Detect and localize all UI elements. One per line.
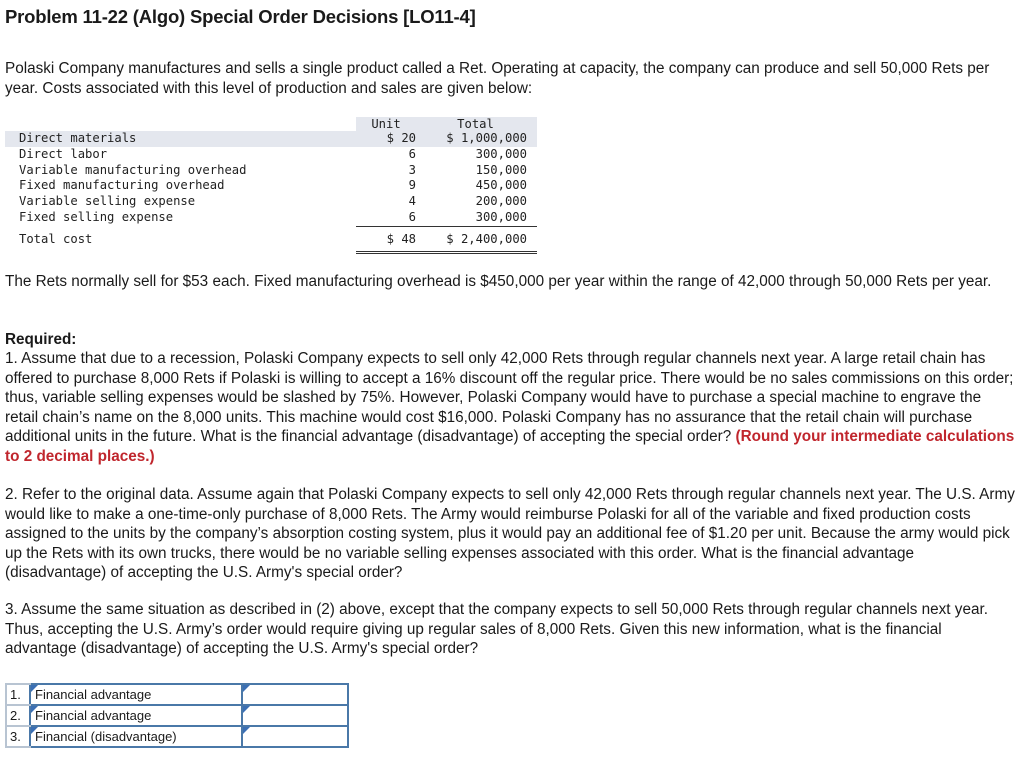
total-cost-total: $ 2,400,000 [424,226,537,252]
question-1 [5,349,1015,466]
rounding-note: (Round your intermediate calculations to 2 decimal places.) [5,428,1015,465]
cost-row-total: 150,000 [475,162,527,177]
cost-row [5,147,537,163]
cost-row-unit: $ 20 [356,131,424,147]
answer-table [5,683,349,748]
answer-row [6,705,348,726]
total-cost-label: Total cost [19,232,93,247]
answer-number: 3. [6,726,30,747]
dropdown-indicator-icon [243,727,250,734]
dropdown-indicator-icon [31,727,38,734]
required-heading: Required: [5,331,77,348]
answer-label-text: Financial (disadvantage) [35,729,177,744]
cost-row-unit: 6 [408,146,416,161]
intro-paragraph: Polaski Company manufactures and sells a single product called a Ret. Operating at capacity, the company can produce and sell 50,000 Rets per year. Costs associated with this level of production and sales are given below: [5,60,990,97]
dropdown-indicator-icon [31,706,38,713]
dropdown-indicator-icon [243,685,250,692]
price-paragraph: The Rets normally sell for $53 each. Fixed manufacturing overhead is $450,000 per year within the range of 42,000 through 50,000 Rets per year. [5,273,992,290]
answer-label-dropdown[interactable] [30,705,242,726]
cost-row [5,131,537,147]
answer-input-cell[interactable] [242,705,348,726]
answer-number: 1. [6,684,30,705]
answer-input[interactable] [243,685,347,704]
answer-row [6,726,348,747]
dropdown-indicator-icon [243,706,250,713]
answer-input[interactable] [243,706,347,725]
cost-row-label: Variable selling expense [19,194,196,209]
question-1-text: 1. Assume that due to a recession, Polaski Company expects to sell only 42,000 Rets through regular channels next year. A large retail chain has offered to purchase 8,000 Rets if Polaski is willing to accept a 16% discount off the regular price. There would be no sales commissions on this order; thus, variable selling expenses would be slashed by 75%. However, Polaski Company would have to purchase a special machine to engrave the retail chain’s name on the 8,000 units. This machine would cost $16,000. Polaski Company has no assurance that the retail chain will purchase additional units in the future. What is the financial advantage (disadvantage) of accepting the special order? [5,350,1014,445]
question-2: 2. Refer to the original data. Assume again that Polaski Company expects to sell only 42,000 Rets through regular channels next year. The U.S. Army would like to make a one-time-only purchase of 8,000 Rets. The Army would reimburse Polaski for all of the variable and fixed production costs assigned to the units by the company’s absorption costing system, plus it would pay an additional fee of $1.20 per unit. Because the army would pick up the Rets with its own trucks, there would be no variable selling expenses associated with this order. What is the financial advantage (disadvantage) of accepting the U.S. Army's special order? [5,486,1015,581]
question-3: 3. Assume the same situation as described in (2) above, except that the company expects to sell 50,000 Rets through regular channels next year. Thus, accepting the U.S. Army’s order would require giving up regular sales of 8,000 Rets. Given this new information, what is the financial advantage (disadvantage) of accepting the U.S. Army's special order? [5,601,988,657]
cost-row-unit: 4 [408,194,416,209]
cost-row-unit: 3 [408,162,416,177]
cost-table-header [5,117,537,131]
unit-header: Unit [356,117,424,131]
cost-row [5,178,537,194]
answer-label-dropdown[interactable] [30,726,242,747]
answer-label-text: Financial advantage [35,687,152,702]
answer-input-cell[interactable] [242,726,348,747]
page-title: Problem 11-22 (Algo) Special Order Decisions [LO11-4] [5,6,476,27]
cost-row-unit: 9 [408,178,416,193]
total-cost-unit: $ 48 [356,226,424,252]
answer-number: 2. [6,705,30,726]
answer-label-text: Financial advantage [35,708,152,723]
cost-row-label: Direct materials [5,131,356,147]
cost-row-unit: 6 [408,209,416,224]
answer-row [6,684,348,705]
cost-row-label: Variable manufacturing overhead [19,162,247,177]
cost-row-label: Direct labor [19,146,108,161]
dropdown-indicator-icon [31,685,38,692]
answer-input[interactable] [243,727,347,746]
cost-row-total: 450,000 [475,178,527,193]
cost-row [5,163,537,179]
cost-row-label: Fixed manufacturing overhead [19,178,225,193]
cost-row-total: 300,000 [475,209,527,224]
total-header: Total [424,117,537,131]
cost-row-total: 200,000 [475,194,527,209]
cost-row-total: $ 1,000,000 [424,131,537,147]
answer-label-dropdown[interactable] [30,684,242,705]
cost-table [5,117,537,254]
cost-total-row [5,226,537,252]
answer-input-cell[interactable] [242,684,348,705]
cost-row [5,210,537,226]
cost-row-total: 300,000 [475,146,527,161]
cost-row-label: Fixed selling expense [19,210,174,225]
cost-row [5,194,537,210]
